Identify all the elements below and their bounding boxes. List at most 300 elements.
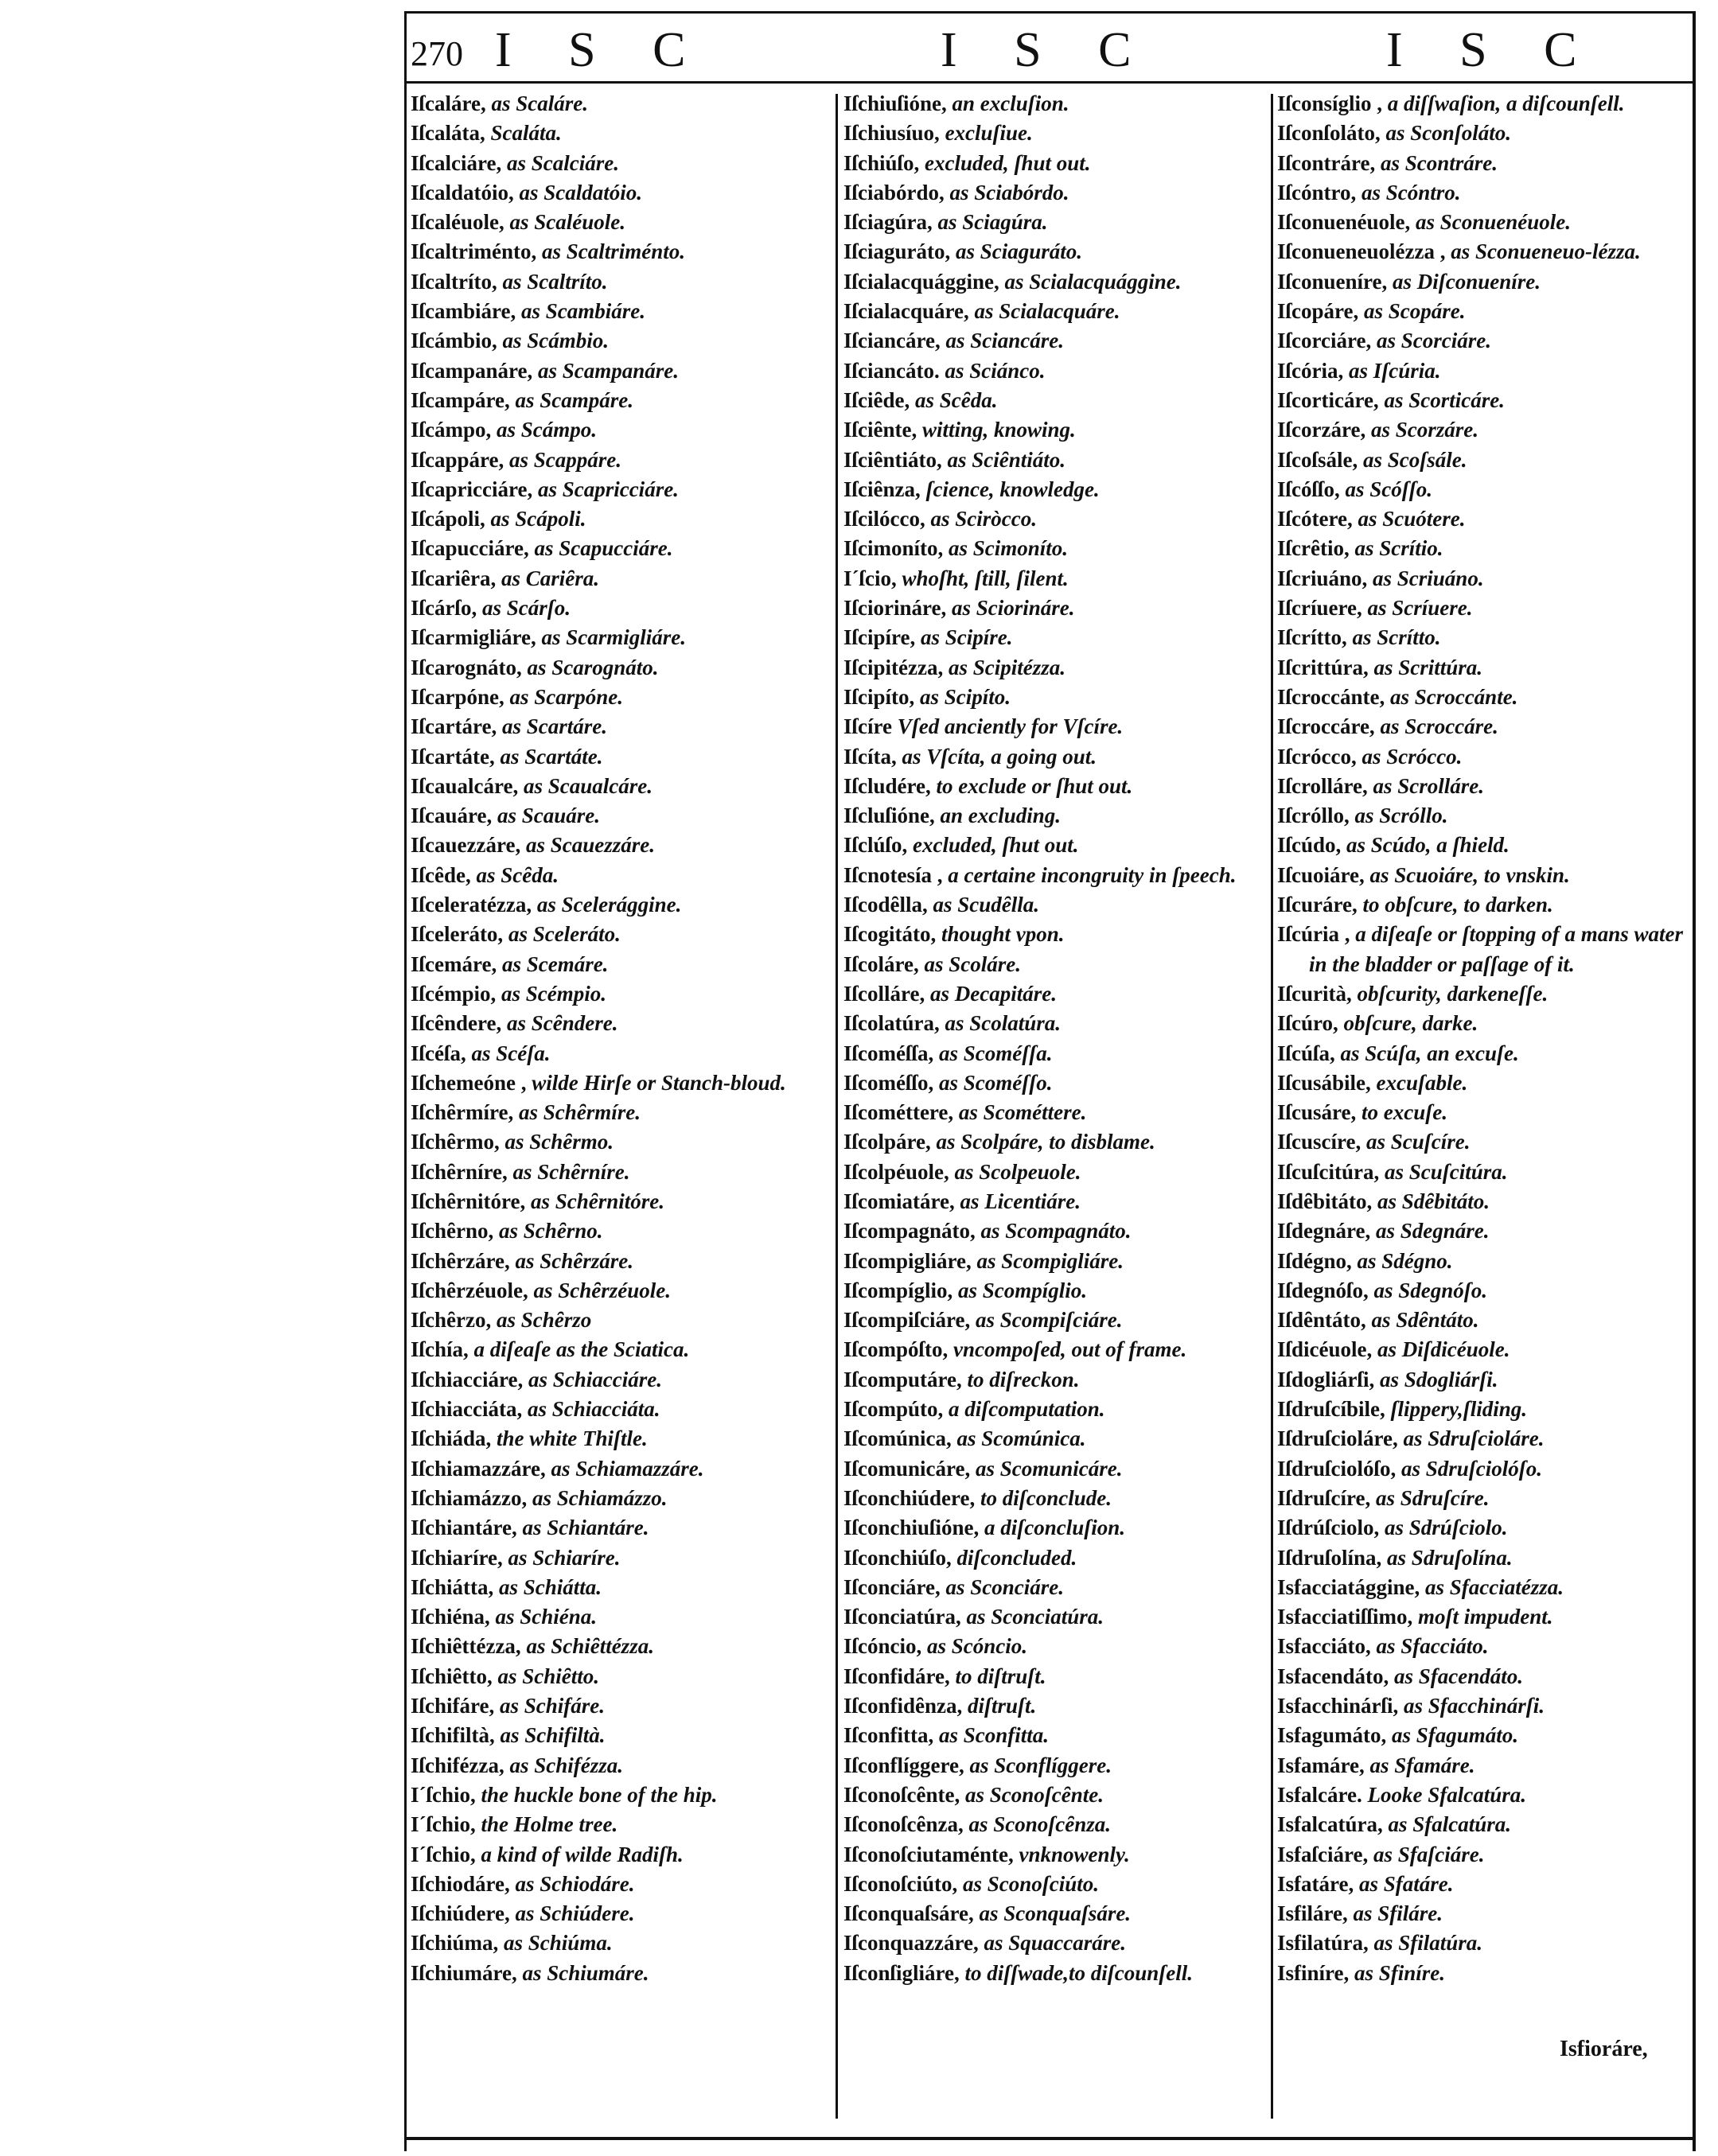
dictionary-entry <box>1277 267 1691 297</box>
entry-headword: Iſdegnáre, <box>1277 1219 1371 1243</box>
entry-definition: excluded, ſhut out. <box>925 150 1091 175</box>
entry-headword: Iſcalciáre, <box>411 150 502 175</box>
dictionary-entry <box>843 623 1269 652</box>
column-right <box>1277 89 1691 1988</box>
entry-headword: Iſchiéna, <box>411 1605 490 1629</box>
entry-headword: Iſcompagnáto, <box>843 1219 976 1243</box>
entry-definition: as Scomúnica. <box>956 1426 1086 1451</box>
dictionary-entry <box>843 1365 1269 1395</box>
dictionary-entry <box>411 772 832 801</box>
dictionary-entry <box>1277 920 1691 979</box>
entry-headword: Iſciȇntiáto, <box>843 447 942 472</box>
entry-headword: Iſcorzáre, <box>1277 418 1366 442</box>
entry-headword: Isfacendáto, <box>1277 1664 1389 1688</box>
dictionary-entry <box>843 801 1269 831</box>
entry-headword: Iſcarmigliáre, <box>411 625 536 650</box>
entry-headword: Iˊſchio, <box>411 1812 476 1837</box>
dictionary-entry <box>843 149 1269 178</box>
entry-definition: as Scampanáre. <box>538 358 680 383</box>
entry-headword: Iſconfidȇnza, <box>843 1694 963 1718</box>
entry-definition: as Scrócco. <box>1362 744 1463 769</box>
dictionary-entry <box>843 178 1269 208</box>
dictionary-entry <box>411 1395 832 1424</box>
entry-definition: as Sconuenéuole. <box>1416 210 1572 235</box>
entry-headword: Iſciȇde, <box>843 387 910 412</box>
dictionary-entry <box>843 1187 1269 1216</box>
dictionary-entry <box>1277 1870 1691 1899</box>
entry-headword: Iſchiacciáre, <box>411 1367 524 1391</box>
entry-definition: as Scéſa. <box>471 1041 551 1065</box>
entry-headword: Iſcompíglio, <box>843 1278 953 1302</box>
dictionary-entry <box>1277 772 1691 801</box>
entry-definition: as Sciánco. <box>945 358 1046 383</box>
dictionary-entry <box>1277 1840 1691 1870</box>
dictionary-entry <box>411 920 832 949</box>
dictionary-entry <box>1277 326 1691 356</box>
entry-definition: as Sconquaſsáre. <box>979 1901 1132 1926</box>
entry-headword: Iſdruſcíre, <box>1277 1485 1371 1510</box>
entry-headword: Isfaſciáre, <box>1277 1842 1369 1866</box>
entry-headword: Iſcȇde, <box>411 862 471 887</box>
entry-headword: Iſchiáda, <box>411 1426 492 1451</box>
dictionary-entry <box>411 890 832 920</box>
entry-definition: the white Thiſtle. <box>497 1426 648 1451</box>
entry-definition: as Vſcíta, a going out. <box>902 744 1097 769</box>
entry-definition: as Sdegnáre. <box>1376 1219 1490 1243</box>
entry-headword: Iſciȇnza, <box>843 477 921 501</box>
entry-headword: Isfalcáre. <box>1277 1782 1362 1807</box>
dictionary-entry <box>411 979 832 1009</box>
entry-definition: as Sdrúſciolo. <box>1385 1516 1508 1540</box>
entry-headword: Iſchȇrzéuole, <box>411 1278 528 1302</box>
entry-definition: as Scompigliáre. <box>976 1248 1124 1273</box>
entry-definition: to diſtruſt. <box>955 1664 1046 1688</box>
entry-headword: Iſcaláre, <box>411 91 486 115</box>
dictionary-entry <box>1277 1602 1691 1632</box>
dictionary-entry <box>1277 1276 1691 1306</box>
entry-definition: as Schȇrmíre. <box>518 1100 641 1125</box>
entry-headword: Iſcluſióne, <box>843 804 935 828</box>
entry-definition: the Holme tree. <box>481 1812 618 1837</box>
entry-definition: as Sconoſcȇnte. <box>964 1782 1104 1807</box>
dictionary-entry <box>1277 1039 1691 1068</box>
entry-headword: Iſcápoli, <box>411 507 485 531</box>
dictionary-entry <box>411 356 832 386</box>
dictionary-entry <box>411 326 832 356</box>
dictionary-entry <box>411 623 832 652</box>
dictionary-entry <box>1277 890 1691 920</box>
entry-definition: as Scȇndere. <box>506 1011 618 1036</box>
entry-headword: Iſcuráre, <box>1277 893 1358 917</box>
dictionary-entry <box>843 1573 1269 1602</box>
entry-definition: as Scopáre. <box>1364 299 1466 324</box>
dictionary-entry <box>411 1928 832 1958</box>
dictionary-entry <box>411 237 832 267</box>
entry-definition: excluſiue. <box>945 121 1033 146</box>
dictionary-entry <box>1277 801 1691 831</box>
entry-definition: as Licentiáre. <box>960 1189 1081 1213</box>
entry-definition: as Cariȇra. <box>501 566 599 590</box>
entry-definition: as Scomunicáre. <box>975 1456 1123 1481</box>
entry-definition: as Scartáte. <box>500 744 603 769</box>
entry-definition: as Schiúdere. <box>515 1901 635 1926</box>
dictionary-entry <box>411 564 832 593</box>
entry-definition: to diſreckon. <box>967 1367 1080 1391</box>
entry-definition: as Scárſo. <box>481 596 571 621</box>
entry-headword: Iſcrolláre, <box>1277 773 1368 798</box>
entry-headword: Iſcurità, <box>1277 981 1352 1006</box>
dictionary-entry <box>411 593 832 623</box>
dictionary-entry <box>843 446 1269 475</box>
entry-headword: Iſdruſolína, <box>1277 1545 1382 1570</box>
entry-definition: as Sconſoláto. <box>1385 121 1512 146</box>
entry-definition: as Scorticáre. <box>1384 387 1505 412</box>
entry-headword: Iſchȇrzo, <box>411 1308 492 1333</box>
entry-definition: as Sciagúra. <box>937 210 1048 235</box>
entry-headword: Iſcipitézza, <box>843 655 944 679</box>
entry-definition: as Scudȇlla. <box>933 893 1040 917</box>
entry-headword: Iſciancáre, <box>843 329 941 353</box>
dictionary-entry <box>843 890 1269 920</box>
entry-headword: Iſciabórdo, <box>843 180 945 204</box>
entry-definition: as Schifiltà. <box>500 1723 606 1748</box>
entry-headword: Iſcéſa, <box>411 1041 466 1065</box>
dictionary-entry <box>843 683 1269 712</box>
entry-definition: as Sconoſcȇnza. <box>968 1812 1111 1837</box>
entry-headword: Iſcaláta, <box>411 121 485 146</box>
entry-definition: as Schifáre. <box>499 1694 605 1718</box>
entry-definition: as Sfacendáto. <box>1394 1664 1523 1688</box>
column-middle <box>843 89 1269 1988</box>
entry-headword: Iſcrócco, <box>1277 744 1357 769</box>
entry-definition: as Schȇrzáre. <box>515 1248 633 1273</box>
entry-definition: as Sconciáre. <box>945 1574 1064 1599</box>
entry-headword: Iſchiacciáta, <box>411 1397 523 1422</box>
entry-headword: Iſcúſa, <box>1277 1041 1335 1065</box>
entry-definition: as Sdruſciolóſo. <box>1401 1456 1543 1481</box>
entry-headword: Isfiláre, <box>1277 1901 1348 1926</box>
entry-definition: as Schȇrzo <box>496 1308 592 1333</box>
dictionary-entry <box>1277 1424 1691 1454</box>
entry-headword: Iſcuſcitúra, <box>1277 1159 1380 1184</box>
entry-definition: as Scemáre. <box>501 952 609 976</box>
dictionary-entry <box>843 1454 1269 1484</box>
entry-headword: Iſcoláre, <box>843 952 919 976</box>
dictionary-entry <box>1277 1158 1691 1187</box>
entry-headword: Isfamáre, <box>1277 1753 1365 1777</box>
entry-headword: Iſcrȇtio, <box>1277 536 1350 561</box>
entry-headword: Iſchifiltà, <box>411 1723 495 1748</box>
entry-definition: to diſſwade,to diſcounſell. <box>964 1960 1193 1985</box>
entry-headword: Iſconfidáre, <box>843 1664 950 1688</box>
dictionary-entry <box>411 950 832 979</box>
dictionary-entry <box>411 653 832 683</box>
entry-headword: Iſchiúdere, <box>411 1901 510 1926</box>
dictionary-entry <box>411 861 832 890</box>
entry-headword: Iſcémpio, <box>411 981 497 1006</box>
dictionary-entry <box>411 1899 832 1928</box>
entry-definition: obſcurity, darkeneſſe. <box>1357 981 1549 1006</box>
dictionary-entry <box>411 89 832 119</box>
dictionary-entry <box>1277 1335 1691 1364</box>
running-head-center: I S C <box>941 23 1154 77</box>
entry-definition: as Scriuáno. <box>1373 566 1484 590</box>
entry-headword: Iſchȇrmo, <box>411 1130 500 1154</box>
entry-headword: Iſchía, <box>411 1337 469 1362</box>
entry-definition: as Sdogliárſi. <box>1380 1367 1498 1391</box>
dictionary-entry <box>1277 564 1691 593</box>
entry-headword: Iſconoſciúto, <box>843 1871 958 1896</box>
entry-definition: wilde Hirſe or Stanch-bloud. <box>532 1070 786 1095</box>
entry-headword: Iˊſcio, <box>843 566 897 590</box>
entry-definition: as Scauezzáre. <box>525 833 655 858</box>
dictionary-entry <box>843 1928 1269 1958</box>
entry-definition: as Schȇrmo. <box>504 1130 614 1154</box>
entry-definition: whoſht, ſtill, ſilent. <box>902 566 1069 590</box>
entry-definition: moſt impudent. <box>1417 1605 1553 1629</box>
entry-definition: as Scimoníto. <box>949 536 1069 561</box>
entry-headword: Iſcóncio, <box>843 1634 922 1659</box>
entry-headword: Iſchiȇtto, <box>411 1664 493 1688</box>
entry-definition: a certaine incongruity in ſpeech. <box>948 862 1237 887</box>
dictionary-entry <box>411 1780 832 1810</box>
dictionary-entry <box>843 950 1269 979</box>
entry-headword: Iſcȇndere, <box>411 1011 502 1036</box>
dictionary-entry <box>843 1039 1269 1068</box>
dictionary-entry <box>1277 1395 1691 1424</box>
entry-definition: as Scápoli. <box>490 507 586 531</box>
dictionary-entry <box>843 861 1269 890</box>
entry-definition: as Sconflíggere. <box>969 1753 1112 1777</box>
entry-definition: as Scapricciáre. <box>537 477 679 501</box>
entry-definition: as Sdruſcíre. <box>1376 1485 1490 1510</box>
dictionary-entry <box>843 1484 1269 1513</box>
entry-headword: Iſceleráto, <box>411 922 504 947</box>
entry-headword: Iſcimoníto, <box>843 536 944 561</box>
dictionary-entry <box>411 1098 832 1127</box>
entry-headword: Iſcludére, <box>843 773 931 798</box>
dictionary-entry <box>411 1543 832 1573</box>
entry-definition: as Scoſsále. <box>1363 447 1467 472</box>
entry-definition: as Scontráre. <box>1380 150 1498 175</box>
dictionary-entry <box>1277 623 1691 652</box>
dictionary-entry <box>411 119 832 148</box>
dictionary-entry <box>843 1840 1269 1870</box>
dictionary-entry <box>1277 1247 1691 1276</box>
entry-headword: Iſconoſciutaménte, <box>843 1842 1014 1866</box>
entry-headword: Iſconquaſsáre, <box>843 1901 974 1926</box>
entry-headword: Iſchȇrzáre, <box>411 1248 510 1273</box>
dictionary-entry <box>1277 1216 1691 1246</box>
entry-headword: Iſceleratézza, <box>411 893 532 917</box>
dictionary-entry <box>411 1513 832 1543</box>
entry-headword: Iſclúſo, <box>843 833 908 858</box>
entry-definition: as Sciancáre. <box>945 329 1064 353</box>
entry-headword: Iſcolpéuole, <box>843 1159 949 1184</box>
entry-definition: as Schiodáre. <box>515 1871 635 1896</box>
entry-headword: Iſcialacquáre, <box>843 299 969 324</box>
entry-headword: Iſcampanáre, <box>411 358 533 383</box>
entry-headword: Iſcúro, <box>1277 1011 1338 1036</box>
dictionary-entry <box>843 920 1269 949</box>
entry-headword: Iſciȇnte, <box>843 418 917 442</box>
dictionary-entry <box>411 1039 832 1068</box>
entry-definition: as Sdegnóſo. <box>1373 1278 1488 1302</box>
dictionary-entry <box>411 446 832 475</box>
page-header <box>407 18 1689 80</box>
dictionary-entry <box>843 1127 1269 1157</box>
entry-definition: as Scaualcáre. <box>523 773 653 798</box>
dictionary-entry <box>1277 712 1691 741</box>
entry-headword: Iſcampáre, <box>411 387 510 412</box>
entry-definition: thought vpon. <box>941 922 1065 947</box>
entry-headword: Iſchȇrno, <box>411 1219 494 1243</box>
entry-definition: ſcience, knowledge. <box>925 477 1100 501</box>
entry-headword: Iſcomiatáre, <box>843 1189 955 1213</box>
dictionary-entry <box>1277 89 1691 119</box>
dictionary-entry <box>843 1306 1269 1335</box>
entry-headword: Iſchiȇttézza, <box>411 1634 521 1659</box>
entry-headword: Iſcompiſciáre, <box>843 1308 971 1333</box>
entry-headword: Iſciaguráto, <box>843 239 951 264</box>
entry-definition: an excluſion. <box>952 91 1069 115</box>
dictionary-entry <box>411 1484 832 1513</box>
running-head-left: I S C <box>495 23 708 77</box>
dictionary-entry <box>1277 1662 1691 1691</box>
entry-headword: Iſcauezzáre, <box>411 833 521 858</box>
dictionary-entry <box>843 1899 1269 1928</box>
dictionary-entry <box>411 504 832 534</box>
page-number: 270 <box>411 34 463 73</box>
entry-definition: as Diſdicéuole. <box>1377 1337 1510 1362</box>
dictionary-entry <box>1277 593 1691 623</box>
dictionary-entry <box>411 1959 832 1988</box>
entry-definition: as Scompíglio. <box>958 1278 1088 1302</box>
entry-definition: as Schiacciáre. <box>528 1367 662 1391</box>
entry-definition: as Sciȇntiáto. <box>947 447 1065 472</box>
entry-definition: as Scróllo. <box>1354 804 1448 828</box>
header-rule <box>404 81 1693 84</box>
dictionary-entry <box>1277 237 1691 267</box>
entry-definition: ſlippery,ſliding. <box>1390 1397 1527 1422</box>
dictionary-entry <box>411 386 832 415</box>
dictionary-entry <box>843 1335 1269 1364</box>
entry-headword: Iſcámpo, <box>411 418 492 442</box>
entry-definition: as Scaláre. <box>491 91 588 115</box>
entry-headword: Iſchiamázzo, <box>411 1485 528 1510</box>
dictionary-entry <box>1277 208 1691 237</box>
entry-definition: as Schiamázzo. <box>532 1485 668 1510</box>
entry-headword: Iſdogliárſi, <box>1277 1367 1375 1391</box>
entry-headword: Iſcúria , <box>1277 922 1350 947</box>
dictionary-entry <box>843 475 1269 504</box>
entry-headword: Iſconciatúra, <box>843 1605 961 1629</box>
entry-headword: Iſcnotesía , <box>843 862 943 887</box>
dictionary-entry <box>843 1068 1269 1098</box>
entry-headword: Iſcontráre, <box>1277 150 1376 175</box>
entry-headword: Iſchiuſióne, <box>843 91 947 115</box>
entry-headword: Iſcuoiáre, <box>1277 862 1365 887</box>
entry-headword: Iſconchiúdere, <box>843 1485 976 1510</box>
entry-definition: as Scipíre. <box>921 625 1013 650</box>
dictionary-entry <box>411 297 832 326</box>
dictionary-entry <box>1277 1098 1691 1127</box>
entry-definition: as Sdégno. <box>1357 1248 1453 1273</box>
dictionary-entry <box>411 1840 832 1870</box>
entry-headword: Iſchȇrmíre, <box>411 1100 514 1125</box>
entry-headword: Iſconchiúſo, <box>843 1545 952 1570</box>
dictionary-entry <box>1277 119 1691 148</box>
entry-headword: Isfacciatággine, <box>1277 1574 1420 1599</box>
entry-headword: Iſcória, <box>1277 358 1344 383</box>
entry-definition: as Scelerággine. <box>536 893 682 917</box>
entry-headword: Iſcambiáre, <box>411 299 516 324</box>
dictionary-entry <box>843 831 1269 860</box>
dictionary-entry <box>1277 1009 1691 1038</box>
entry-headword: Iſdegnóſo, <box>1277 1278 1369 1302</box>
entry-definition: as Scrittúra. <box>1373 655 1483 679</box>
column-left <box>411 89 832 1988</box>
column-divider <box>836 94 838 2119</box>
dictionary-entry <box>1277 297 1691 326</box>
entry-headword: Iſcopáre, <box>1277 299 1359 324</box>
entry-definition: as Scoméſſo. <box>938 1070 1053 1095</box>
entry-definition: as Sfacchinárſi. <box>1404 1694 1545 1718</box>
dictionary-entry <box>1277 1513 1691 1543</box>
dictionary-entry <box>843 326 1269 356</box>
dictionary-entry <box>1277 831 1691 860</box>
entry-definition: as Sconciatúra. <box>966 1605 1104 1629</box>
entry-headword: Iſconueníre, <box>1277 269 1388 294</box>
entry-headword: Isfilatúra, <box>1277 1931 1369 1956</box>
dictionary-entry <box>411 1424 832 1454</box>
dictionary-entry <box>1277 1959 1691 1988</box>
entry-headword: Iſconciáre, <box>843 1574 941 1599</box>
entry-headword: Isfagumáto, <box>1277 1723 1387 1748</box>
entry-definition: as Scolpeuole. <box>954 1159 1081 1184</box>
dictionary-entry <box>1277 178 1691 208</box>
entry-definition: as Scaltríto. <box>502 269 608 294</box>
entry-headword: Iſcíre <box>843 714 892 739</box>
entry-definition: witting, knowing. <box>921 418 1076 442</box>
entry-headword: Iſchemeóne , <box>411 1070 527 1095</box>
dictionary-entry <box>411 1454 832 1484</box>
entry-headword: Iſcóntro, <box>1277 180 1357 204</box>
dictionary-entry <box>411 267 832 297</box>
dictionary-entry <box>1277 1454 1691 1484</box>
entry-headword: Iˊſchio, <box>411 1842 476 1866</box>
entry-headword: Iſciagúra, <box>843 210 933 235</box>
entry-headword: Iˊſchio, <box>411 1782 476 1807</box>
entry-definition: as Sfilatúra. <box>1373 1931 1483 1956</box>
dictionary-entry <box>843 593 1269 623</box>
dictionary-entry <box>843 237 1269 267</box>
dictionary-entry <box>843 119 1269 148</box>
entry-definition: as Sfiníre. <box>1354 1960 1446 1985</box>
entry-definition: Scaláta. <box>490 121 562 146</box>
top-rule <box>404 11 1693 14</box>
dictionary-entry <box>411 1632 832 1661</box>
entry-headword: Isfatáre, <box>1277 1871 1354 1896</box>
entry-definition: as Sfiláre. <box>1353 1901 1443 1926</box>
entry-headword: Iſchiumáre, <box>411 1960 517 1985</box>
dictionary-entry <box>1277 653 1691 683</box>
entry-headword: Iſchiusíuo, <box>843 121 940 146</box>
dictionary-entry <box>1277 1543 1691 1573</box>
dictionary-entry <box>411 1158 832 1187</box>
entry-headword: Iſcusáre, <box>1277 1100 1357 1125</box>
entry-definition: to exclude or ſhut out. <box>936 773 1133 798</box>
